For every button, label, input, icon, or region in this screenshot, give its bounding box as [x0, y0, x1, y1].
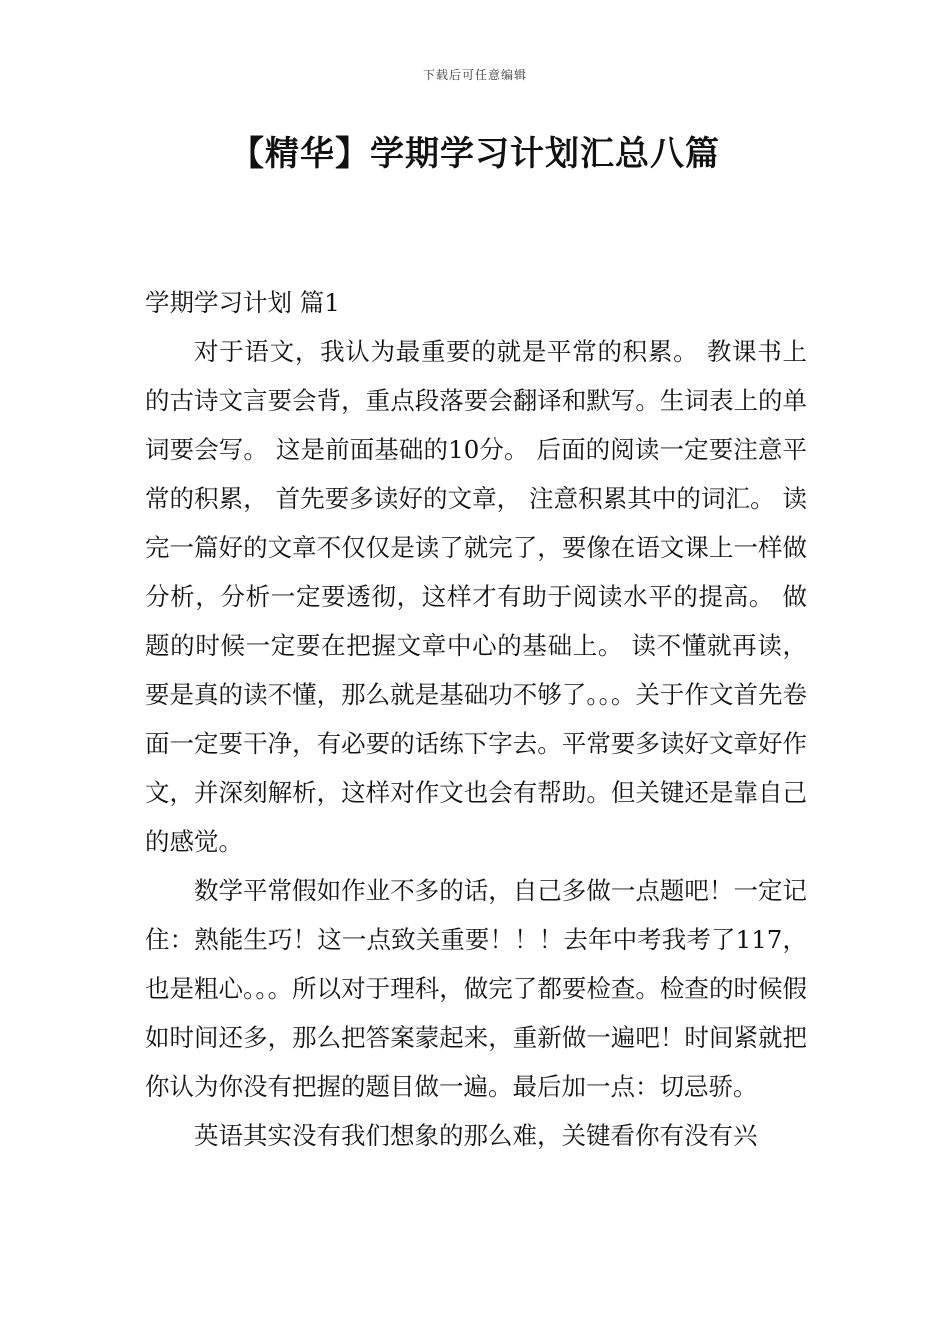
document-body	[145, 278, 807, 1160]
document-title: 【精华】学期学习计划汇总八篇	[230, 134, 720, 174]
paragraph: 数学平常假如作业不多的话，自己多做一点题吧！一定记住：熟能生巧！这一点致关重要！！！去年中考我考了117，也是粗心。。。所以对于理科，做完了都要检查。检查的时候假如时间还多，那么把答案蒙起来，重新做一遍吧！时间紧就把你认为你没有把握的题目做一遍。最后加一点：切忌骄。	[145, 876, 807, 1101]
paragraph: 英语其实没有我们想象的那么难，关键看你有没有兴	[194, 1121, 758, 1150]
section-heading: 学期学习计划 篇1	[145, 288, 340, 317]
header-note: 下载后可任意编辑	[422, 68, 527, 82]
paragraph: 对于语文，我认为最重要的就是平常的积累。 教课书上的古诗文言要会背，重点段落要会翻译和默写。生词表上的单词要会写。 这是前面基础的10分。 后面的阅读一定要注意平常的积累， 首先要多读好的文章， 注意积累其中的词汇。 读完一篇好的文章不仅仅是读了就完了，要像在语文课上一样做分析，分析一定要透彻，这样才有助于阅读水平的提高。 做题的时候一定要在把握文章中心的基础上。 读不懂就再读， 要是真的读不懂，那么就是基础功不够了。。。关于作文首先卷面一定要干净，有必要的话练下字去。平常要多读好文章好作文，并深刻解析，这样对作文也会有帮助。但关键还是靠自己的感觉。	[145, 337, 807, 856]
